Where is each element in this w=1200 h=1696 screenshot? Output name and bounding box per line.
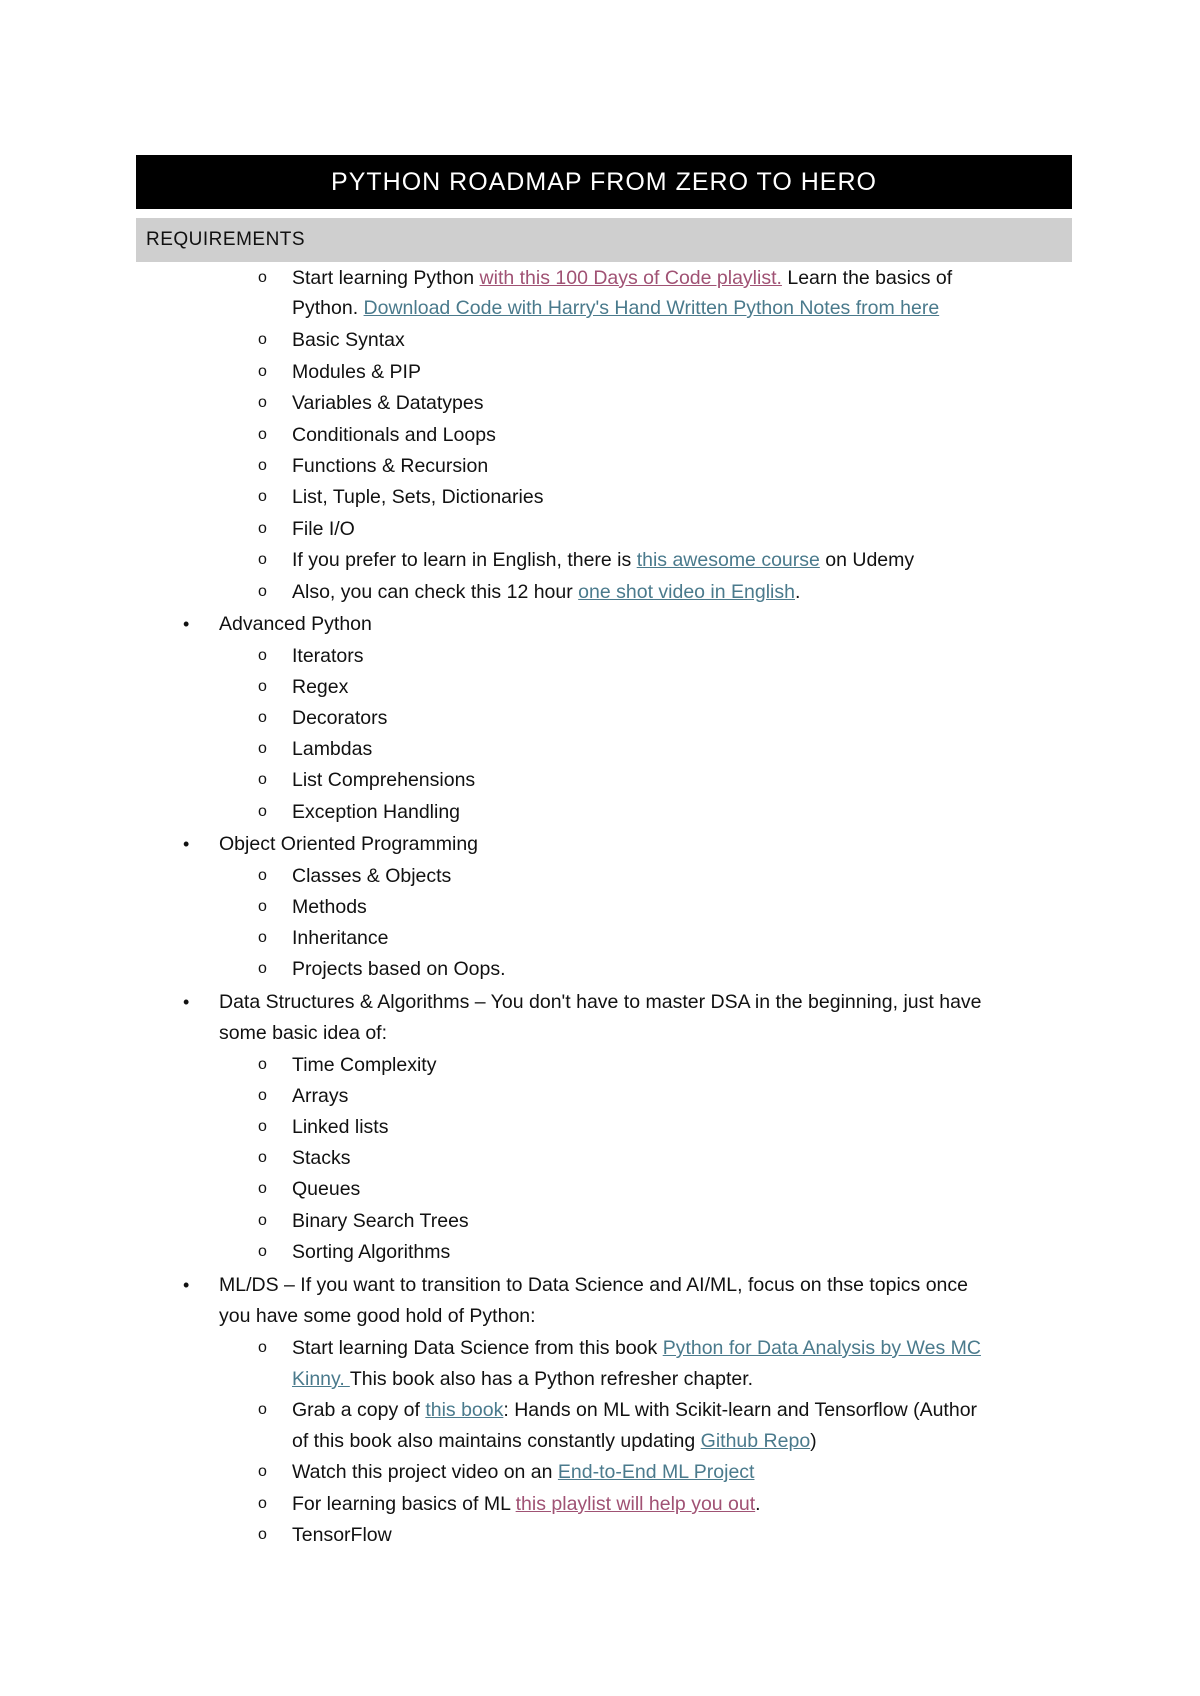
text: Python. (292, 297, 364, 319)
text: For learning basics of ML (292, 1493, 516, 1515)
list-item (0, 1111, 1200, 1143)
sub-bullet: o (258, 647, 267, 664)
list-item-text: you have some good hold of Python: (219, 1305, 536, 1327)
main-bullet: • (183, 614, 190, 634)
list-item (0, 1269, 1200, 1301)
list-item (0, 640, 1200, 672)
list-item (0, 891, 1200, 923)
list-item-text: Stacks (292, 1147, 351, 1169)
list-item-text: List Comprehensions (292, 769, 476, 791)
end-to-end-ml-project-link[interactable]: End-to-End ML Project (557, 1461, 755, 1483)
sub-bullet: o (258, 1243, 267, 1260)
list-item-text: File I/O (292, 518, 355, 540)
sub-bullet: o (258, 898, 267, 915)
list-item-text (292, 1488, 761, 1520)
list-item-text: Arrays (292, 1085, 349, 1107)
sub-bullet: o (258, 1526, 267, 1543)
text: : Hands on ML with Scikit-learn and Tensorflow (Author (503, 1399, 978, 1421)
list-item (0, 576, 1200, 608)
text: of this book also maintains constantly updating (292, 1430, 701, 1452)
sub-bullet: o (258, 363, 267, 380)
list-item (0, 608, 1200, 640)
list-item (0, 387, 1200, 419)
list-item (0, 324, 1200, 356)
sub-bullet: o (258, 457, 267, 474)
text: Start learning Python (292, 267, 480, 289)
list-item-text: Data Structures & Algorithms – You don't have to master DSA in the beginning, just have (219, 991, 982, 1013)
list-item (0, 1080, 1200, 1112)
hands-on-ml-book-link[interactable]: this book (425, 1399, 504, 1421)
list-item (0, 796, 1200, 828)
text: Learn the basics of (781, 267, 953, 289)
sub-bullet: o (258, 1149, 267, 1166)
sub-bullet: o (258, 960, 267, 977)
list-item (0, 1173, 1200, 1205)
list-item-text: Object Oriented Programming (219, 833, 479, 855)
text: ) (810, 1430, 817, 1452)
list-item (0, 1332, 1200, 1364)
sub-bullet: o (258, 740, 267, 757)
list-item (0, 1205, 1200, 1237)
one-shot-video-link[interactable]: one shot video in English (578, 581, 795, 603)
list-item-text: Sorting Algorithms (292, 1241, 451, 1263)
sub-bullet: o (258, 1180, 267, 1197)
list-item (0, 513, 1200, 545)
list-item-text: Conditionals and Loops (292, 424, 496, 446)
list-item (0, 356, 1200, 388)
list-item-text (292, 1456, 754, 1488)
list-item-text: Basic Syntax (292, 329, 405, 351)
list-item-text (292, 1425, 817, 1457)
ml-playlist-link[interactable]: this playlist will help you out (515, 1493, 756, 1515)
list-item (0, 764, 1200, 796)
list-item (0, 828, 1200, 860)
sub-bullet: o (258, 331, 267, 348)
100-days-playlist-link[interactable]: with this 100 Days of Code playlist. (479, 267, 782, 289)
sub-bullet: o (258, 426, 267, 443)
list-item-text: TensorFlow (292, 1524, 392, 1546)
sub-bullet: o (258, 1212, 267, 1229)
list-item (0, 262, 1200, 294)
sub-bullet: o (258, 394, 267, 411)
list-item-text (292, 1394, 977, 1426)
list-item-text: Methods (292, 896, 367, 918)
list-item-text: Exception Handling (292, 801, 461, 823)
sub-bullet: o (258, 1401, 267, 1418)
list-item-text: Decorators (292, 707, 388, 729)
github-repo-link[interactable]: Github Repo (700, 1430, 811, 1452)
list-item (0, 922, 1200, 954)
main-bullet: • (183, 834, 190, 854)
sub-bullet: o (258, 867, 267, 884)
list-item (0, 1142, 1200, 1174)
list-item-continuation (0, 1300, 1200, 1332)
list-item (0, 1049, 1200, 1081)
list-item-text (292, 292, 939, 324)
text: Start learning Data Science from this book (292, 1337, 663, 1359)
list-item-text (292, 262, 952, 294)
sub-bullet: o (258, 771, 267, 788)
list-item-text: Variables & Datatypes (292, 392, 484, 414)
list-item-text: Classes & Objects (292, 865, 452, 887)
sub-bullet: o (258, 488, 267, 505)
sub-bullet: o (258, 1463, 267, 1480)
list-item-text: Inheritance (292, 927, 389, 949)
sub-bullet: o (258, 1495, 267, 1512)
list-item-text: Time Complexity (292, 1054, 437, 1076)
list-item-text: Lambdas (292, 738, 373, 760)
list-item-continuation (0, 1363, 1200, 1395)
list-item (0, 1456, 1200, 1488)
list-item (0, 481, 1200, 513)
main-bullet: • (183, 992, 190, 1012)
sub-bullet: o (258, 803, 267, 820)
list-item (0, 419, 1200, 451)
text: Also, you can check this 12 hour (292, 581, 579, 603)
list-item-text: Advanced Python (219, 613, 372, 635)
list-item-continuation (0, 292, 1200, 324)
list-item-text: Queues (292, 1178, 361, 1200)
main-bullet: • (183, 1275, 190, 1295)
sub-bullet: o (258, 520, 267, 537)
sub-bullet: o (258, 1056, 267, 1073)
list-item (0, 1236, 1200, 1268)
list-item-text: Functions & Recursion (292, 455, 489, 477)
text: Watch this project video on an (292, 1461, 558, 1483)
handwritten-notes-link[interactable]: Download Code with Harry's Hand Written Python Notes from here (363, 297, 940, 319)
list-item-text (292, 1332, 981, 1364)
section-header-text: REQUIREMENTS (146, 229, 306, 250)
text: . (795, 581, 801, 603)
list-item (0, 1394, 1200, 1426)
list-item (0, 733, 1200, 765)
list-item (0, 450, 1200, 482)
section-header (136, 218, 1072, 262)
sub-bullet: o (258, 929, 267, 946)
sub-bullet: o (258, 1118, 267, 1135)
list-item-text: Regex (292, 676, 349, 698)
list-item-continuation (0, 1017, 1200, 1049)
list-item-text (292, 576, 800, 608)
list-item (0, 671, 1200, 703)
list-item (0, 1519, 1200, 1551)
sub-bullet: o (258, 269, 267, 286)
list-item-text: Modules & PIP (292, 361, 421, 383)
sub-bullet: o (258, 1087, 267, 1104)
list-item-text (292, 544, 914, 576)
list-item-text: some basic idea of: (219, 1022, 388, 1044)
python-for-data-analysis-link[interactable]: Python for Data Analysis by Wes MC (662, 1337, 981, 1359)
list-item (0, 702, 1200, 734)
list-item-text: Iterators (292, 645, 364, 667)
page-title (136, 155, 1072, 209)
udemy-course-link[interactable]: this awesome course (636, 549, 820, 571)
list-item-text: ML/DS – If you want to transition to Data Science and AI/ML, focus on thse topics once (219, 1274, 968, 1296)
list-item-text: Projects based on Oops. (292, 958, 506, 980)
list-item-text: List, Tuple, Sets, Dictionaries (292, 486, 544, 508)
text: This book also has a Python refresher chapter. (349, 1368, 754, 1390)
text: If you prefer to learn in English, there is (292, 549, 637, 571)
sub-bullet: o (258, 551, 267, 568)
list-item-continuation (0, 1425, 1200, 1457)
text: . (755, 1493, 761, 1515)
list-item-text: Binary Search Trees (292, 1210, 469, 1232)
sub-bullet: o (258, 1339, 267, 1356)
sub-bullet: o (258, 678, 267, 695)
sub-bullet: o (258, 583, 267, 600)
sub-bullet: o (258, 709, 267, 726)
list-item (0, 544, 1200, 576)
text: Grab a copy of (292, 1399, 426, 1421)
page-title-text: PYTHON ROADMAP FROM ZERO TO HERO (331, 167, 877, 196)
list-item-text: Linked lists (292, 1116, 389, 1138)
list-item (0, 860, 1200, 892)
list-item (0, 986, 1200, 1018)
text: on Udemy (819, 549, 915, 571)
list-item (0, 1488, 1200, 1520)
list-item (0, 953, 1200, 985)
list-item-text (292, 1363, 753, 1395)
python-for-data-analysis-link-cont[interactable]: Kinny. (292, 1368, 350, 1390)
